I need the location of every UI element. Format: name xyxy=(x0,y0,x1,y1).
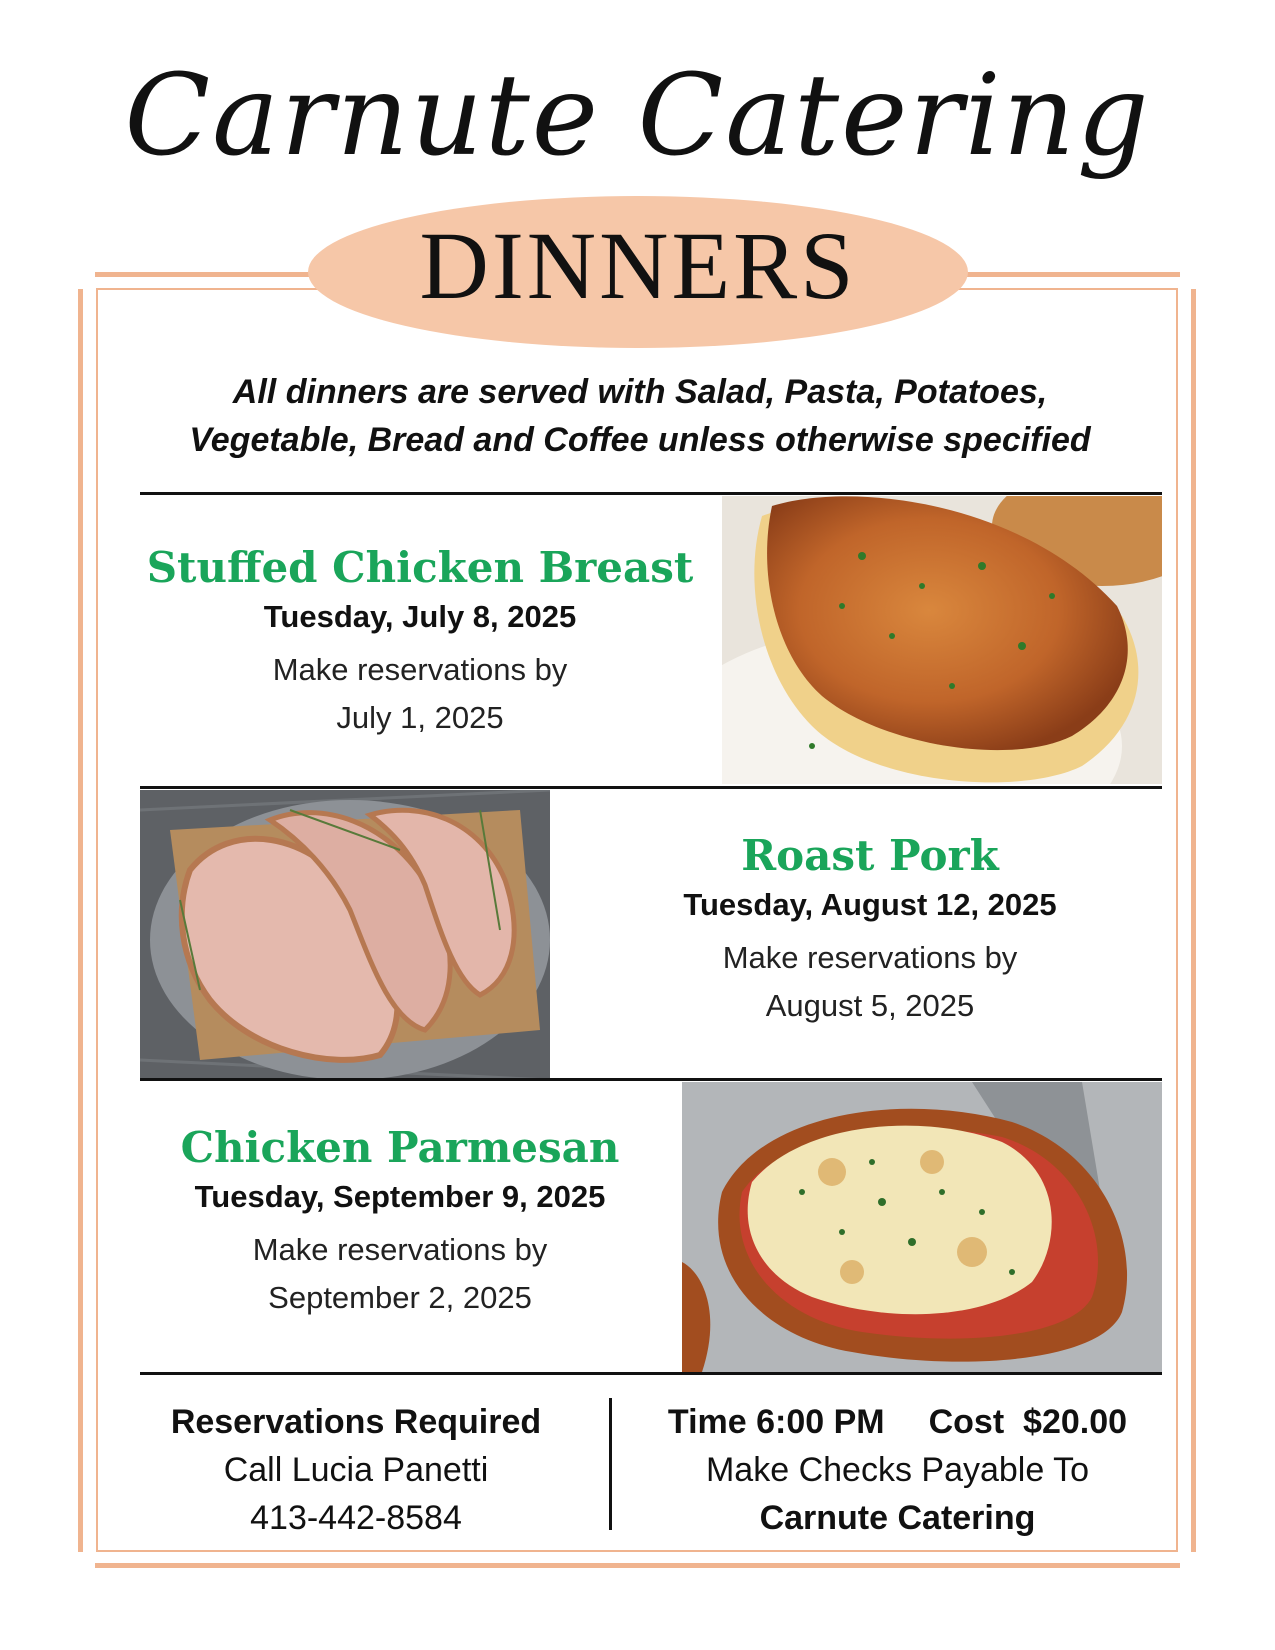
intro-line-1: All dinners are served with Salad, Pasta, Potatoes, xyxy=(232,373,1048,411)
divider xyxy=(140,786,1162,789)
brand-title: Carnute Catering xyxy=(124,51,1151,181)
reservation-date: September 2, 2025 xyxy=(268,1280,532,1315)
contact-name: Call Lucia Panetti xyxy=(223,1451,489,1489)
dinner-item xyxy=(140,540,700,742)
footer-divider xyxy=(609,1398,612,1530)
intro-text xyxy=(130,368,1150,464)
chicken-parmesan-photo xyxy=(682,1082,1162,1372)
reservation-label: Make reservations by xyxy=(722,940,1018,975)
contact-phone: 413-442-8584 xyxy=(250,1499,462,1537)
dish-name: Roast Pork xyxy=(741,831,999,880)
dish-reservation xyxy=(140,646,700,742)
dish-reservation xyxy=(580,934,1160,1030)
payee-name: Carnute Catering xyxy=(759,1499,1036,1537)
roast-pork-photo xyxy=(140,790,550,1080)
reservation-info xyxy=(140,1398,572,1542)
event-time: Time 6:00 PM xyxy=(667,1403,885,1441)
dish-date: Tuesday, September 9, 2025 xyxy=(194,1179,606,1214)
dinner-item xyxy=(580,828,1160,1030)
divider xyxy=(140,1078,1162,1081)
checks-label: Make Checks Payable To xyxy=(705,1451,1089,1489)
event-info xyxy=(620,1398,1175,1542)
dinner-item xyxy=(140,1120,660,1322)
event-cost: Cost $20.00 xyxy=(928,1403,1128,1441)
frame-corner xyxy=(1180,267,1202,289)
dish-name: Chicken Parmesan xyxy=(180,1123,620,1172)
page-title: DINNERS xyxy=(419,212,857,319)
reservation-date: August 5, 2025 xyxy=(765,988,975,1023)
dish-date: Tuesday, July 8, 2025 xyxy=(263,599,577,634)
dish-date: Tuesday, August 12, 2025 xyxy=(683,887,1057,922)
reservation-date: July 1, 2025 xyxy=(336,700,504,735)
frame-corner xyxy=(73,267,95,289)
frame-corner xyxy=(1180,1552,1202,1574)
time-cost-line xyxy=(620,1398,1175,1446)
reservations-required: Reservations Required xyxy=(170,1403,542,1441)
frame-corner xyxy=(73,1552,95,1574)
divider xyxy=(140,492,1162,495)
chicken-breast-photo xyxy=(722,496,1162,784)
divider xyxy=(140,1372,1162,1375)
dish-reservation xyxy=(140,1226,660,1322)
reservation-label: Make reservations by xyxy=(252,1232,548,1267)
dish-name: Stuffed Chicken Breast xyxy=(146,543,694,592)
intro-line-2: Vegetable, Bread and Coffee unless otherwise specified xyxy=(189,421,1091,459)
reservation-label: Make reservations by xyxy=(272,652,568,687)
